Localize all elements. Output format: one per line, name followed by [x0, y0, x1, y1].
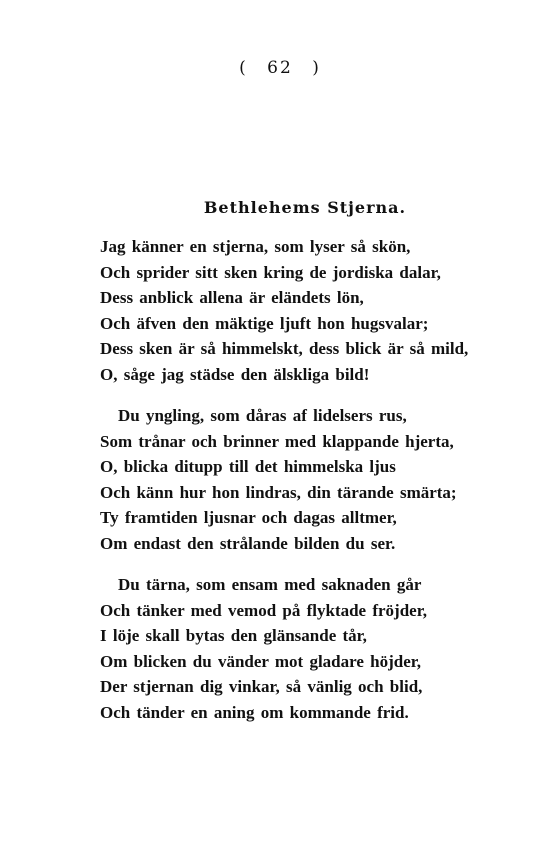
poem-title: Bethlehems Stjerna.	[203, 198, 407, 217]
poem-line: Och äfven den mäktige ljuft hon hugsvalar;	[100, 313, 429, 333]
poem-line: Och tänder en aning om kommande frid.	[100, 702, 409, 722]
poem-line: Och känn hur hon lindras, din tärande smärta;	[100, 482, 457, 502]
poem-line: Om endast den strålande bilden du ser.	[100, 533, 396, 553]
page-number: ( 62 )	[239, 58, 321, 78]
poem-line: I löje skall bytas den glänsande tår,	[100, 626, 367, 645]
poem-line: Som trånar och brinner med klappande hjerta,	[100, 431, 454, 451]
poem-line: Ty framtiden ljusnar och dagas alltmer,	[100, 508, 397, 527]
poem-line: O, såge jag städse den älskliga bild!	[100, 364, 370, 384]
poem-line: Och sprider sitt sken kring de jordiska dalar,	[100, 262, 441, 282]
poem-line: Dess anblick allena är eländets lön,	[100, 288, 364, 307]
poem-line: O, blicka ditupp till det himmelska ljus	[100, 457, 396, 476]
stanza-2	[100, 403, 520, 556]
poem-line: Om blicken du vänder mot gladare höjder,	[100, 651, 422, 671]
poem-body	[100, 234, 520, 741]
poem-line: Der stjernan dig vinkar, så vänlig och blid,	[100, 677, 423, 696]
poem-line: Dess sken är så himmelskt, dess blick är så mild,	[100, 339, 469, 358]
poem-line: Du tärna, som ensam med saknaden går	[118, 575, 422, 594]
stanza-1	[100, 234, 520, 387]
poem-line: Och tänker med vemod på flyktade fröjder,	[100, 600, 427, 620]
stanza-3	[100, 572, 520, 725]
poem-line: Jag känner en stjerna, som lyser så skön,	[100, 237, 411, 256]
poem-line: Du yngling, som dåras af lidelsers rus,	[118, 406, 407, 425]
